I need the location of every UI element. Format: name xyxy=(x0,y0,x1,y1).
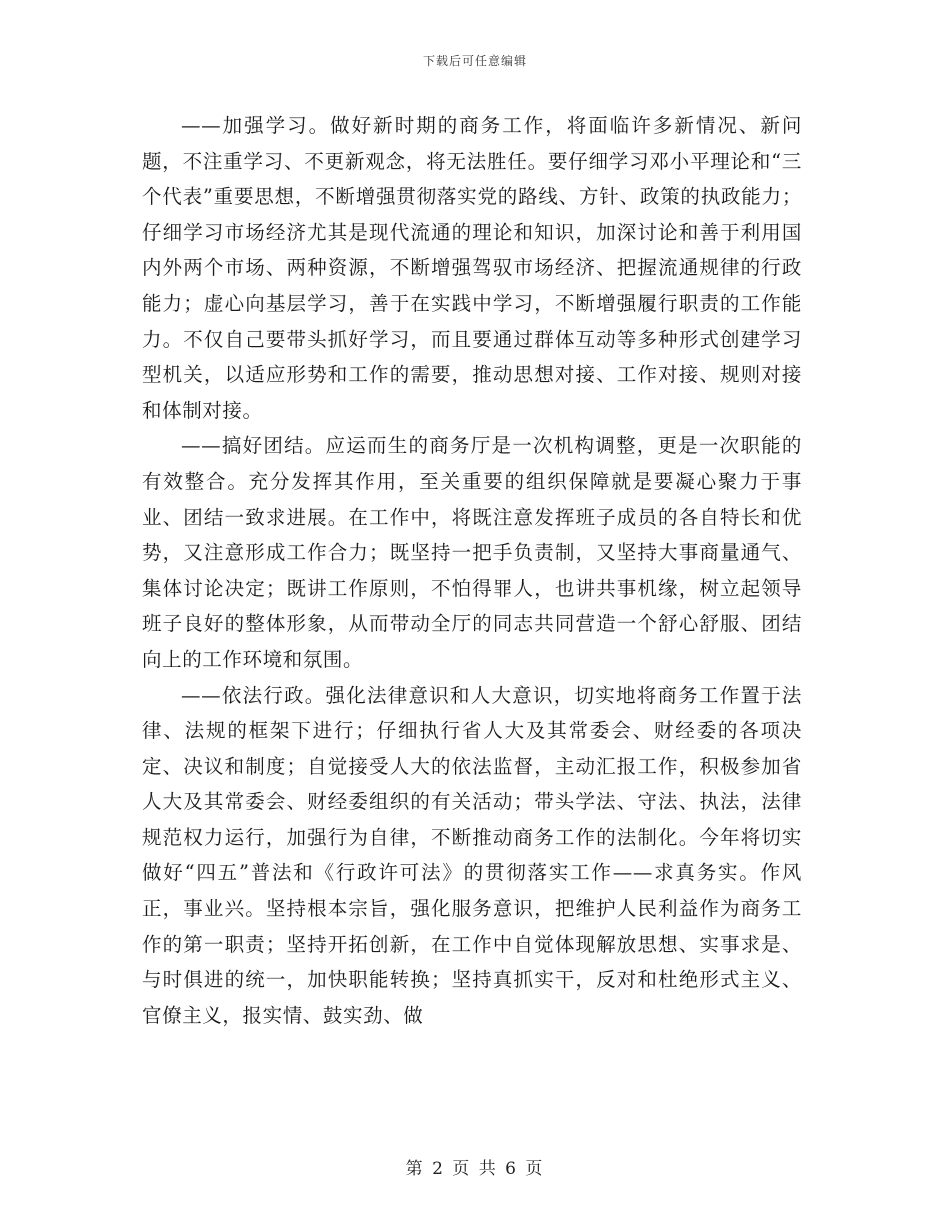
paragraph-unity: ——搞好团结。应运而生的商务厅是一次机构调整，更是一次职能的有效整合。充分发挥其作用，至关重要的组织保障就是要凝心聚力于事业、团结一致求进展。在工作中，将既注意发挥班子成员的各自特长和优势，又注意形成工作合力；既坚持一把手负责制，又坚持大事商量通气、集体讨论决定；既讲工作原则，不怕得罪人，也讲共事机缘，树立起领导班子良好的整体形象，从而带动全厅的同志共同营造一个舒心舒服、团结向上的工作环境和氛围。 xyxy=(142,434,802,671)
paragraph-study: ——加强学习。做好新时期的商务工作，将面临许多新情况、新问题，不注重学习、不更新观念，将无法胜任。要仔细学习邓小平理论和“三个代表”重要思想，不断增强贯彻落实党的路线、方针、政策的执政能力；仔细学习市场经济尤其是现代流通的理论和知识，加深讨论和善于利用国内外两个市场、两种资源，不断增强驾驭市场经济、把握流通规律的行政能力；虚心向基层学习，善于在实践中学习，不断增强履行职责的工作能力。不仅自己要带头抓好学习，而且要通过群体互动等多种形式创建学习型机关，以适应形势和工作的需要，推动思想对接、工作对接、规则对接和体制对接。 xyxy=(142,114,802,422)
document-body xyxy=(142,108,802,1033)
paragraph-law: ——依法行政。强化法律意识和人大意识，切实地将商务工作置于法律、法规的框架下进行；仔细执行省人大及其常委会、财经委的各项决定、决议和制度；自觉接受人大的依法监督，主动汇报工作，积极参加省人大及其常委会、财经委组织的有关活动；带头学法、守法、执法，法律规范权力运行，加强行为自律，不断推动商务工作的法制化。今年将切实做好“四五”普法和《行政许可法》的贯彻落实工作——求真务实。作风正，事业兴。坚持根本宗旨，强化服务意识，把维护人民利益作为商务工作的第一职责；坚持开拓创新，在工作中自觉体现解放思想、实事求是、与时俱进的统一，加快职能转换；坚持真抓实干，反对和杜绝形式主义、官僚主义，报实情、鼓实劲、做 xyxy=(142,683,802,1027)
page-number: 第 2 页 共 6 页 xyxy=(405,1159,545,1179)
page-header: 下载后可任意编辑 xyxy=(422,54,527,68)
